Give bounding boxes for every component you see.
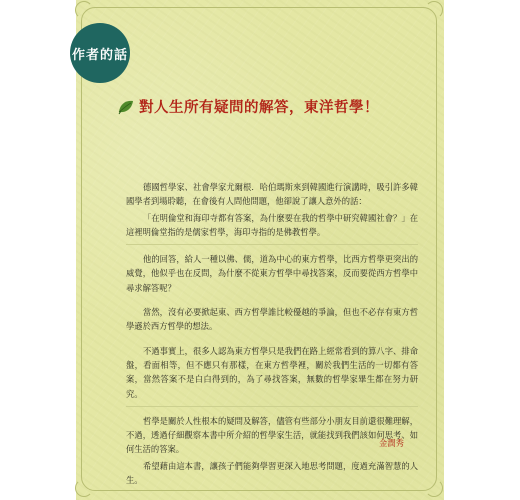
frame-corner-ornament	[75, 479, 93, 497]
leaf-icon	[118, 99, 134, 115]
headline	[118, 96, 379, 117]
section-badge	[70, 23, 130, 83]
author-signature: 金潤秀	[379, 438, 404, 448]
paragraph: 當然，沒有必要掀起東、西方哲學誰比較優越的爭論，但也不必存有東方哲學遜於西方哲學的想法。	[126, 307, 418, 332]
paragraph: 「在明倫堂和海印寺都有答案，為什麼要在我的哲學中研究韓國社會？」在這裡明倫堂指的是儒家哲學，海印寺指的是佛教哲學。	[126, 212, 418, 237]
headline-text: 對人生所有疑問的解答，東洋哲學！	[139, 99, 379, 116]
paragraph: 哲學是關於人性根本的疑問及解答，儘管有些部分小朋友目前還很難理解，不過，透過仔細觀察本書中所介紹的哲學家生活，就能找到我們該如何思考、如何生活的答案。	[126, 415, 418, 455]
frame-corner-ornament	[425, 479, 443, 497]
book-page	[71, 0, 444, 500]
paragraph: 他的回答，給人一種以佛、儒，道為中心的東方哲學，比西方哲學更突出的威覺，他似乎也在反問，為什麼不從東方哲學中尋找答案，反而要從西方哲學中尋求解答呢？	[126, 254, 418, 293]
divider	[126, 406, 418, 407]
frame-corner-ornament	[425, 1, 443, 19]
body-text	[126, 180, 418, 489]
paragraph: 德國哲學家、社會學家尤爾根．哈伯瑪斯來到韓國進行演講時，吸引許多韓國學者到場聆聽，在會後有人問他問題，他卻說了讓人意外的話：	[126, 182, 418, 207]
frame-corner-ornament	[75, 1, 93, 19]
paragraph: 不過事實上，很多人認為東方哲學只是我們在路上經常看到的算八字、排命盤，看面相等，但不應只有那樣，在東方哲學裡，關於我們生活的一切都有答案，當然答案不是白白得到的，為了尋找答案，無數的哲學家畢生都在努力研究。	[126, 345, 418, 399]
divider	[126, 244, 418, 245]
paragraph: 希望藉由這本書，讓孩子們能夠學習更深入地思考問題，度過充滿智慧的人生。	[126, 460, 418, 486]
section-badge-label: 作者的話	[71, 47, 128, 63]
